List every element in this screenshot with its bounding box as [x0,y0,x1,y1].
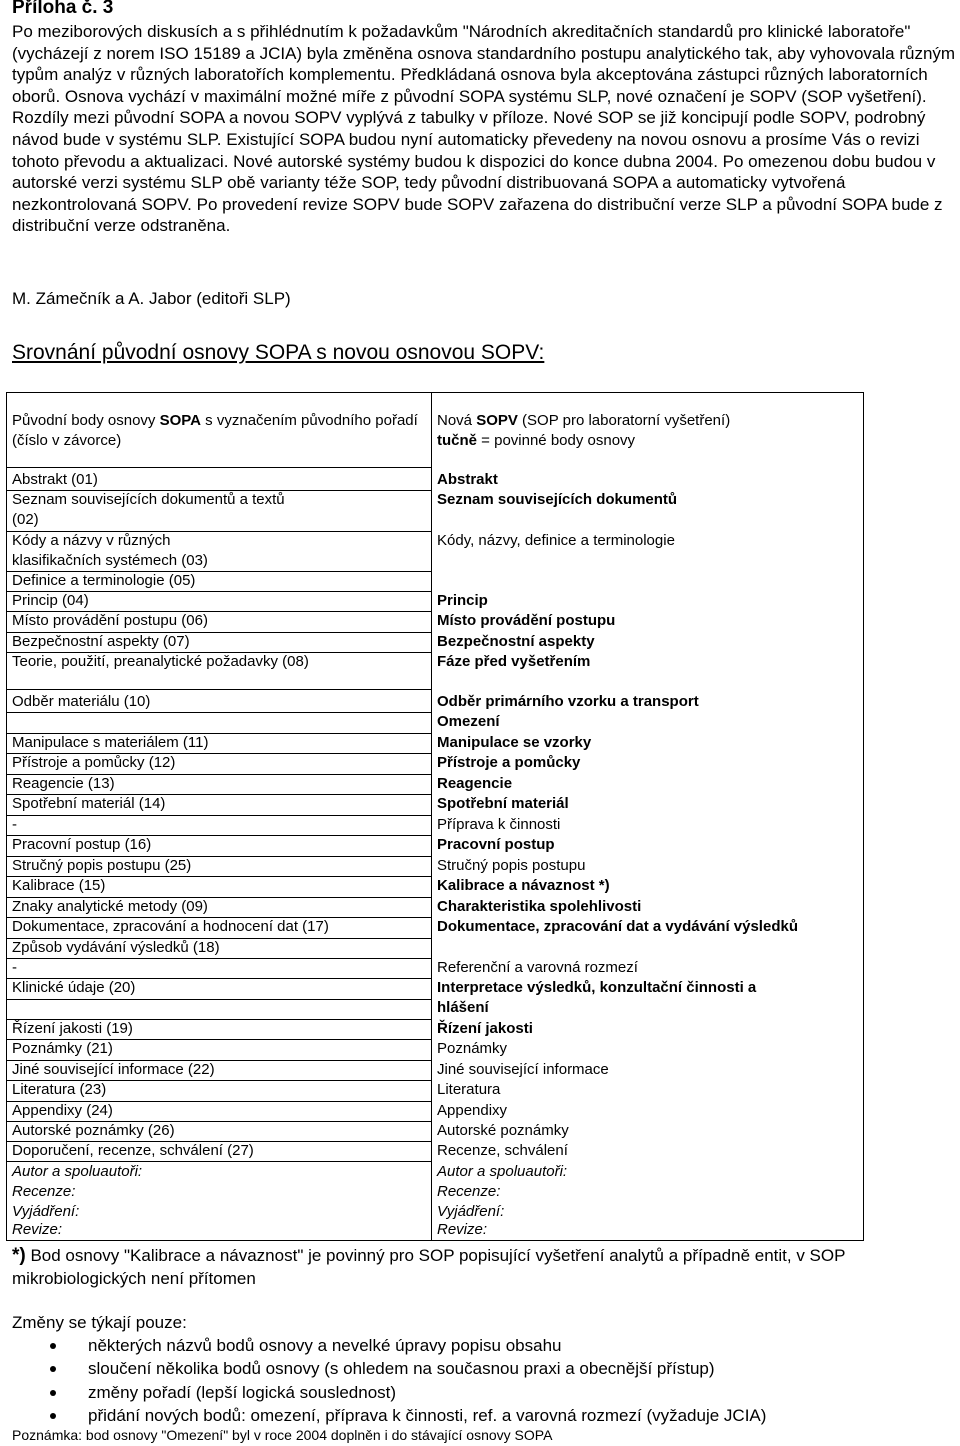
header-right-post: (SOP pro laboratorní vyšetření) [517,412,731,429]
changes-list [0,1334,766,1427]
right-row: Kalibrace a návaznost *) [437,877,610,894]
list-item-text: přidání nových bodů: omezení, příprava k činnosti, ref. a varovná rozmezí (vyžaduje JCIA) [88,1405,767,1425]
left-row: Místo provádění postupu (06) [12,612,208,629]
bottom-note: Poznámka: bod osnovy "Omezení" byl v roce 2004 doplněn i do stávající osnovy SOPA [12,1427,553,1443]
page-title: Příloha č. 3 [12,0,114,18]
left-row: Poznámky (21) [12,1040,113,1057]
left-row: Způsob vydávání výsledků (18) [12,939,220,956]
left-row: Odběr materiálu (10) [12,693,151,710]
right-row: Abstrakt [437,471,498,488]
left-row: Abstrakt (01) [12,471,98,488]
right-row: Reagencie [437,775,513,792]
right-row-signature: Vyjádření: [437,1203,505,1220]
intro-paragraph: Po meziborových diskusích a s přihlédnutím k požadavkům "Národních akreditačních standardů pro klinické laboratoře" (vycházejí z norem ISO 15189 a JCIA) byla změněna osnova standardního postupu analytického tak, aby vyhovovala různým typům analýz v různých laboratořích komplementu. Předkládaná osnova byla akceptována zástupci různých laboratorních oborů. Osnova vychází v maximální možné míře z původní SOPA systému SLP, nové označení je SOPV (SOP vyšetření). Rozdíly mezi původní SOPA a novou SOPV vyplývá z tabulky v příloze. Nové SOP se již koncipují podle SOPV, podrobný návod bude v systému SLP. Existující SOPA budou nyní automaticky převedeny na novou osnovu a prosíme Vás o revizi tohoto převodu a aktualizaci. Nové autorské systémy budou k dispozici do konce dubna 2004. Po omezenou dobu budou v autorské verzi systému SLP obě varianty téže SOP, tedy původní distribuovaná SOPA a automaticky vytvořená nezkontrolovaná SOPV. Po provedení revize SOPV bude SOPV zařazena do distribuční verze SLP a původní SOPA bude z distribuční verze odstraněna. [12,22,956,236]
right-row: Charakteristika spolehlivosti [437,898,642,915]
right-row: Autorské poznámky [437,1122,569,1139]
right-row: Referenční a varovná rozmezí [437,959,638,976]
left-row-signature: Recenze: [12,1183,76,1200]
comparison-table [6,392,864,1241]
right-row: Pracovní postup [437,836,555,853]
left-row: Reagencie (13) [12,775,115,792]
left-row: Princip (04) [12,592,89,609]
right-row: Přístroje a pomůcky [437,754,581,771]
row-divider [7,999,431,1000]
left-row: Manipulace s materiálem (11) [12,734,209,751]
bullet-icon [50,1390,56,1396]
left-row: - [12,816,17,833]
row-divider [7,712,431,713]
changes-title: Změny se týkají pouze: [12,1313,187,1332]
left-row-signature: Vyjádření: [12,1203,80,1220]
left-row: Appendixy (24) [12,1102,113,1119]
right-row: Příprava k činnosti [437,816,561,833]
right-row: Manipulace se vzorky [437,734,592,751]
right-row: Odběr primárního vzorku a transport [437,693,699,710]
footnote-text: Bod osnovy "Kalibrace a návaznost" je povinný pro SOP popisující vyšetření analytů a případně entit, v SOP mikrobiologických není přítomen [12,1246,846,1288]
footnote-marker: *) [12,1245,26,1266]
right-row: Poznámky [437,1040,508,1057]
right-row: Spotřební materiál [437,795,569,812]
left-row: Řízení jakosti (19) [12,1020,133,1037]
right-row: Fáze před vyšetřením [437,653,591,670]
right-row-signature: Recenze: [437,1183,501,1200]
header-left-pre: Původní body osnovy [12,412,160,429]
left-row: Doporučení, recenze, schválení (27) [12,1142,254,1159]
left-row: - [12,959,17,976]
row-divider [7,689,431,690]
row-divider [7,958,431,959]
right-row: Appendixy [437,1102,508,1119]
header-right [437,411,730,452]
column-divider [431,393,432,1240]
bullet-icon [50,1343,56,1349]
left-row: Znaky analytické metody (09) [12,898,208,915]
left-row: Pracovní postup (16) [12,836,152,853]
header-left-bold: SOPA [159,412,202,429]
list-item-text: některých názvů bodů osnovy a nevelké úpravy popisu obsahu [88,1336,562,1355]
left-row: Přístroje a pomůcky (12) [12,754,176,771]
right-row: Místo provádění postupu [437,612,616,629]
right-row: Literatura [437,1081,501,1098]
right-row: Bezpečnostní aspekty [437,633,595,650]
header-right-legend: = povinné body osnovy [477,432,636,450]
right-row: Princip [437,592,488,609]
left-row: Jiné související informace (22) [12,1061,215,1078]
left-row: Dokumentace, zpracování a hodnocení dat (17) [12,918,329,935]
left-row: Stručný popis postupu (25) [12,857,192,874]
header-right-legend-bold: tučně [437,432,478,450]
left-row-signature: Revize: [12,1221,63,1238]
bullet-icon [50,1413,56,1419]
right-row: Jiné související informace [437,1061,609,1078]
right-row: Seznam souvisejících dokumentů [437,491,678,508]
list-item [0,1357,766,1380]
right-row-signature: Autor a spoluautoři: [437,1163,568,1180]
editors-line: M. Zámečník a A. Jabor (editoři SLP) [12,289,291,308]
left-row: Literatura (23) [12,1081,107,1098]
list-item [0,1334,766,1357]
header-right-bold: SOPV [476,412,518,429]
list-item [0,1404,766,1427]
right-row: Kódy, názvy, definice a terminologie [437,532,675,549]
list-item [0,1381,766,1404]
row-divider [7,467,431,468]
list-item-text: sloučení několika bodů osnovy (s ohledem na současnou praxi a obecnější přístup) [88,1359,715,1379]
right-row: Řízení jakosti [437,1020,533,1037]
right-row: Stručný popis postupu [437,857,586,874]
header-left [12,411,424,452]
left-row: Seznam souvisejících dokumentů a textů (02) [12,491,285,529]
footnote [12,1244,957,1290]
right-row: Omezení [437,713,500,730]
right-row: Recenze, schválení [437,1142,568,1159]
left-row: Definice a terminologie (05) [12,572,196,589]
left-row: Spotřební materiál (14) [12,795,166,812]
left-row: Autorské poznámky (26) [12,1122,175,1139]
list-item-text: změny pořadí (lepší logická souslednost) [88,1382,397,1402]
header-left-post: s vyznačením původního pořadí (číslo v závorce) [12,412,418,450]
section-heading: Srovnání původní osnovy SOPA s novou osnovou SOPV: [12,341,545,364]
header-right-pre: Nová [437,412,477,429]
left-row: Kódy a názvy v různých klasifikačních systémech (03) [12,532,208,570]
right-row: Interpretace výsledků, konzultační činnosti a hlášení [437,979,757,1017]
row-divider [7,815,431,816]
left-row: Kalibrace (15) [12,877,106,894]
right-row-signature: Revize: [437,1221,488,1238]
right-row: Dokumentace, zpracování dat a vydávání výsledků [437,918,798,935]
left-row: Klinické údaje (20) [12,979,136,996]
left-row: Teorie, použití, preanalytické požadavky (08) [12,653,309,670]
left-row: Bezpečnostní aspekty (07) [12,633,190,650]
bullet-icon [50,1366,56,1372]
left-row-signature: Autor a spoluautoři: [12,1163,143,1180]
